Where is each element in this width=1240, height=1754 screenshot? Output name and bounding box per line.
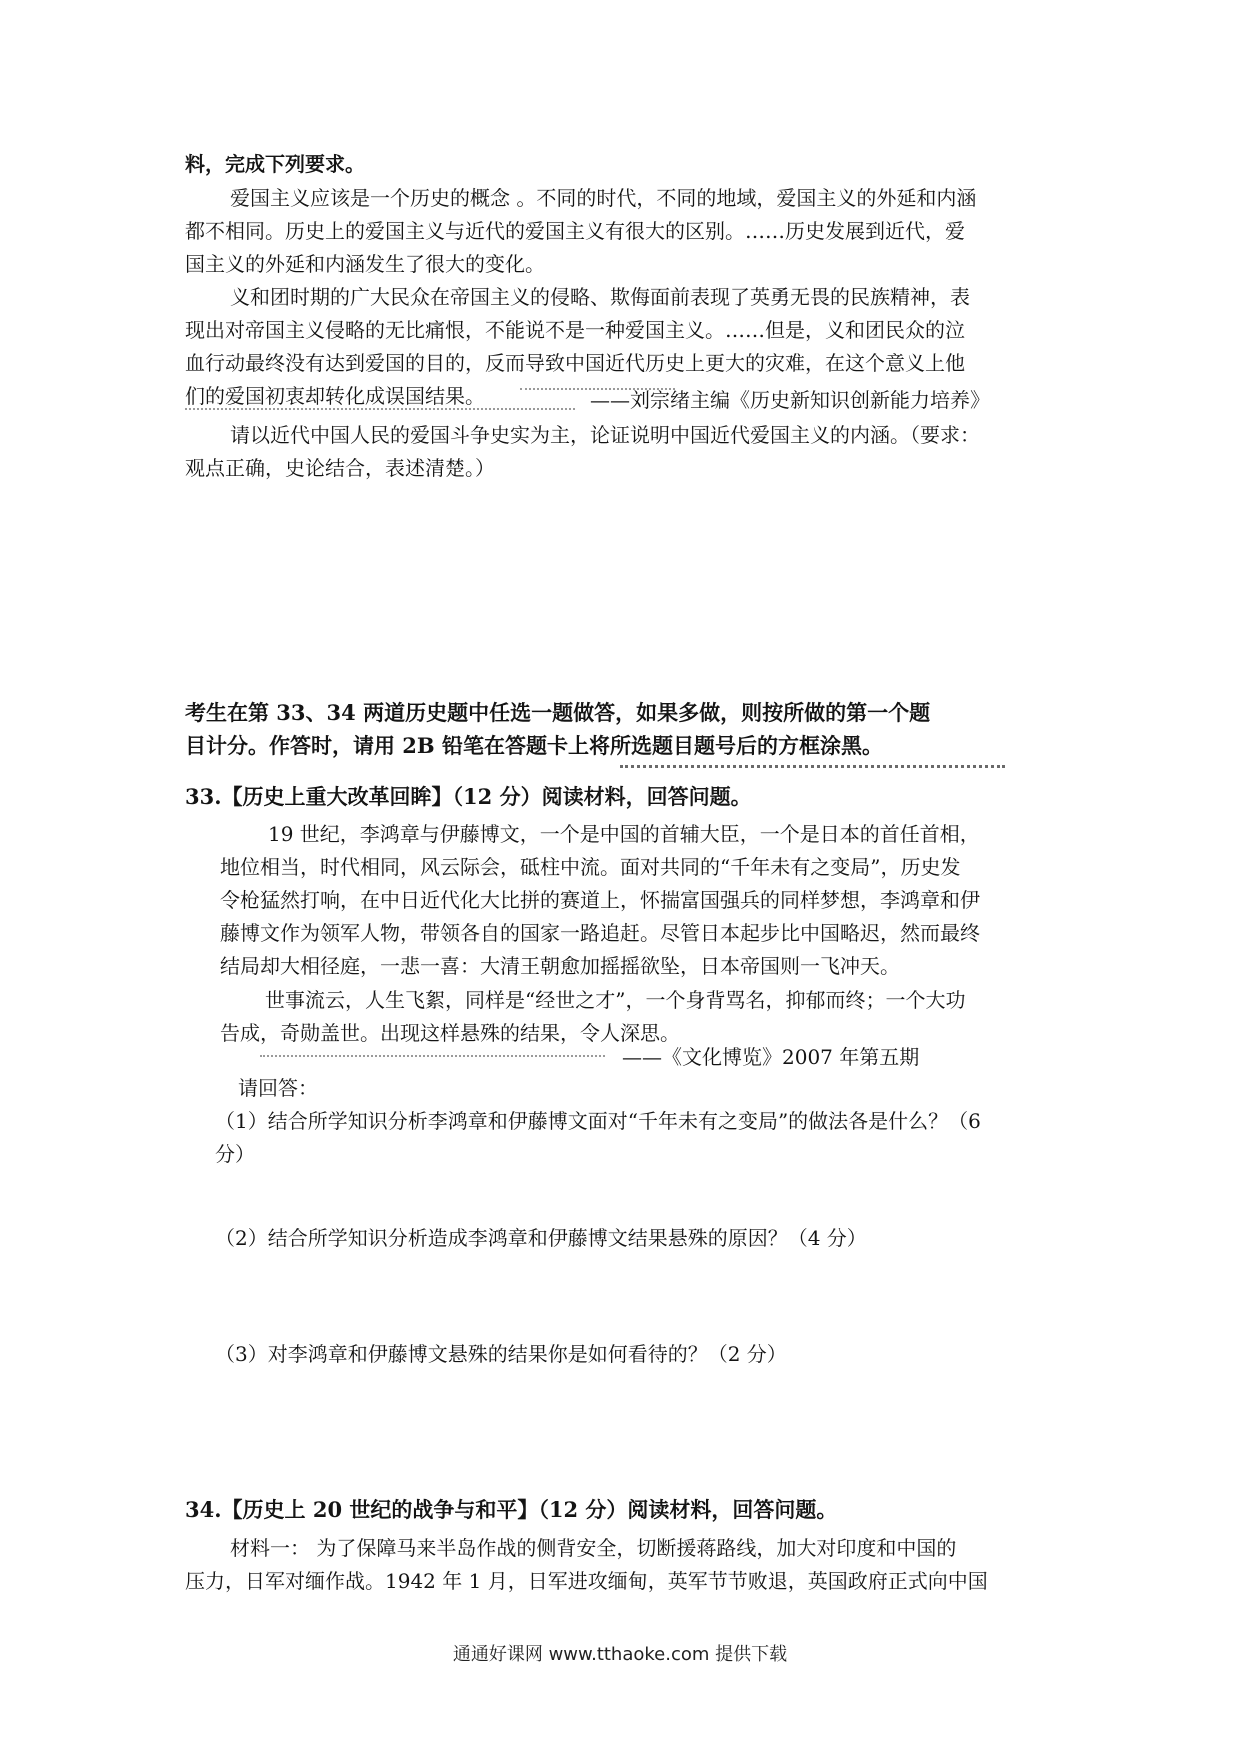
question-33-source xyxy=(622,1041,919,1074)
prompt-text: 请回答： xyxy=(238,1076,318,1100)
dotted-leader xyxy=(185,408,575,410)
intro-paragraph-1 xyxy=(185,182,976,281)
intro-lead-text: 料，完成下列要求。 xyxy=(185,152,365,176)
text-line: 压力，日军对缅作战。1942 年 1 月，日军进攻缅甸，英军节节败退，英国政府正式向中国 xyxy=(185,1569,988,1593)
text-line: 义和团时期的广大民众在帝国主义的侵略、欺侮面前表现了英勇无畏的民族精神，表 xyxy=(230,285,970,309)
question-34-material-1 xyxy=(185,1532,988,1598)
intro-task xyxy=(185,419,980,485)
text-line: 19 世纪，李鸿章与伊藤博文，一个是中国的首辅大臣，一个是日本的首任首相， xyxy=(268,822,980,846)
question-33-title: 33.【历史上重大改革回眸】（12 分）阅读材料，回答问题。 xyxy=(185,784,752,809)
source-citation: ——《文化博览》2007 年第五期 xyxy=(622,1045,920,1069)
download-footer xyxy=(0,1640,1240,1666)
text-line: 都不相同。历史上的爱国主义与近代的爱国主义有很大的区别。……历史发展到近代，爱 xyxy=(185,219,965,243)
text-line: 请以近代中国人民的爱国斗争史实为主，论证说明中国近代爱国主义的内涵。（要求： xyxy=(230,423,980,447)
dotted-leader xyxy=(260,1055,605,1057)
text-line: 血行动最终没有达到爱国的目的，反而导致中国近代历史上更大的灾难，在这个意义上他 xyxy=(185,351,965,375)
question-33-material-1 xyxy=(220,818,980,983)
text-line: （3）对李鸿章和伊藤博文悬殊的结果你是如何看待的？（2 分） xyxy=(215,1342,787,1366)
intro-lead xyxy=(185,148,365,181)
question-33-sub-1 xyxy=(215,1105,981,1171)
text-line: 结局却大相径庭，一悲一喜：大清王朝愈加摇摇欲坠，日本帝国则一飞冲天。 xyxy=(220,954,900,978)
text-line: 告成，奇勋盖世。出现这样悬殊的结果，令人深思。 xyxy=(220,1021,680,1045)
intro-source xyxy=(590,384,990,417)
text-line: 考生在第 33、34 两道历史题中任选一题做答，如果多做，则按所做的第一个题 xyxy=(185,700,931,725)
text-line: 目计分。作答时，请用 2B 铅笔在答题卡上将所选题目题号后的方框涂黑。 xyxy=(185,733,883,758)
text-line: 国主义的外延和内涵发生了很大的变化。 xyxy=(185,252,545,276)
question-34-title: 34.【历史上 20 世纪的战争与和平】（12 分）阅读材料，回答问题。 xyxy=(185,1497,838,1522)
selection-notice xyxy=(185,696,930,762)
question-34-header xyxy=(185,1493,837,1526)
text-line: （2）结合所学知识分析造成李鸿章和伊藤博文结果悬殊的原因？（4 分） xyxy=(215,1226,867,1250)
source-citation: ——刘宗绪主编《历史新知识创新能力培养》 xyxy=(590,388,990,412)
text-line: 现出对帝国主义侵略的无比痛恨，不能说不是一种爱国主义。……但是，义和团民众的泣 xyxy=(185,318,965,342)
question-33-prompt xyxy=(238,1072,318,1105)
question-33-sub-3 xyxy=(215,1338,787,1371)
footer-text: 通通好课网 www.tthaoke.com 提供下载 xyxy=(452,1644,788,1665)
text-line: 分） xyxy=(215,1142,255,1166)
text-line: 材料一： 为了保障马来半岛作战的侧背安全，切断援蒋路线，加大对印度和中国的 xyxy=(230,1536,957,1560)
question-33-header xyxy=(185,780,752,813)
text-line: 爱国主义应该是一个历史的概念 。不同的时代，不同的地域，爱国主义的外延和内涵 xyxy=(230,186,977,210)
text-line: 藤博文作为领军人物，带领各自的国家一路追赶。尽管日本起步比中国略迟，然而最终 xyxy=(220,921,980,945)
emphasis-dots xyxy=(620,765,1005,768)
text-line: 令枪猛然打响，在中日近代化大比拼的赛道上，怀揣富国强兵的同样梦想，李鸿章和伊 xyxy=(220,888,980,912)
text-line: 们的爱国初衷却转化成误国结果。 xyxy=(185,384,485,408)
text-line: （1）结合所学知识分析李鸿章和伊藤博文面对“千年未有之变局”的做法各是什么？（6 xyxy=(215,1109,981,1133)
text-line: 世事流云，人生飞絮，同样是“经世之才”，一个身背骂名，抑郁而终；一个大功 xyxy=(265,988,966,1012)
text-line: 观点正确，史论结合，表述清楚。） xyxy=(185,456,495,480)
text-line: 地位相当，时代相同，风云际会，砥柱中流。面对共同的“千年未有之变局”，历史发 xyxy=(220,855,961,879)
question-33-sub-2 xyxy=(215,1222,867,1255)
